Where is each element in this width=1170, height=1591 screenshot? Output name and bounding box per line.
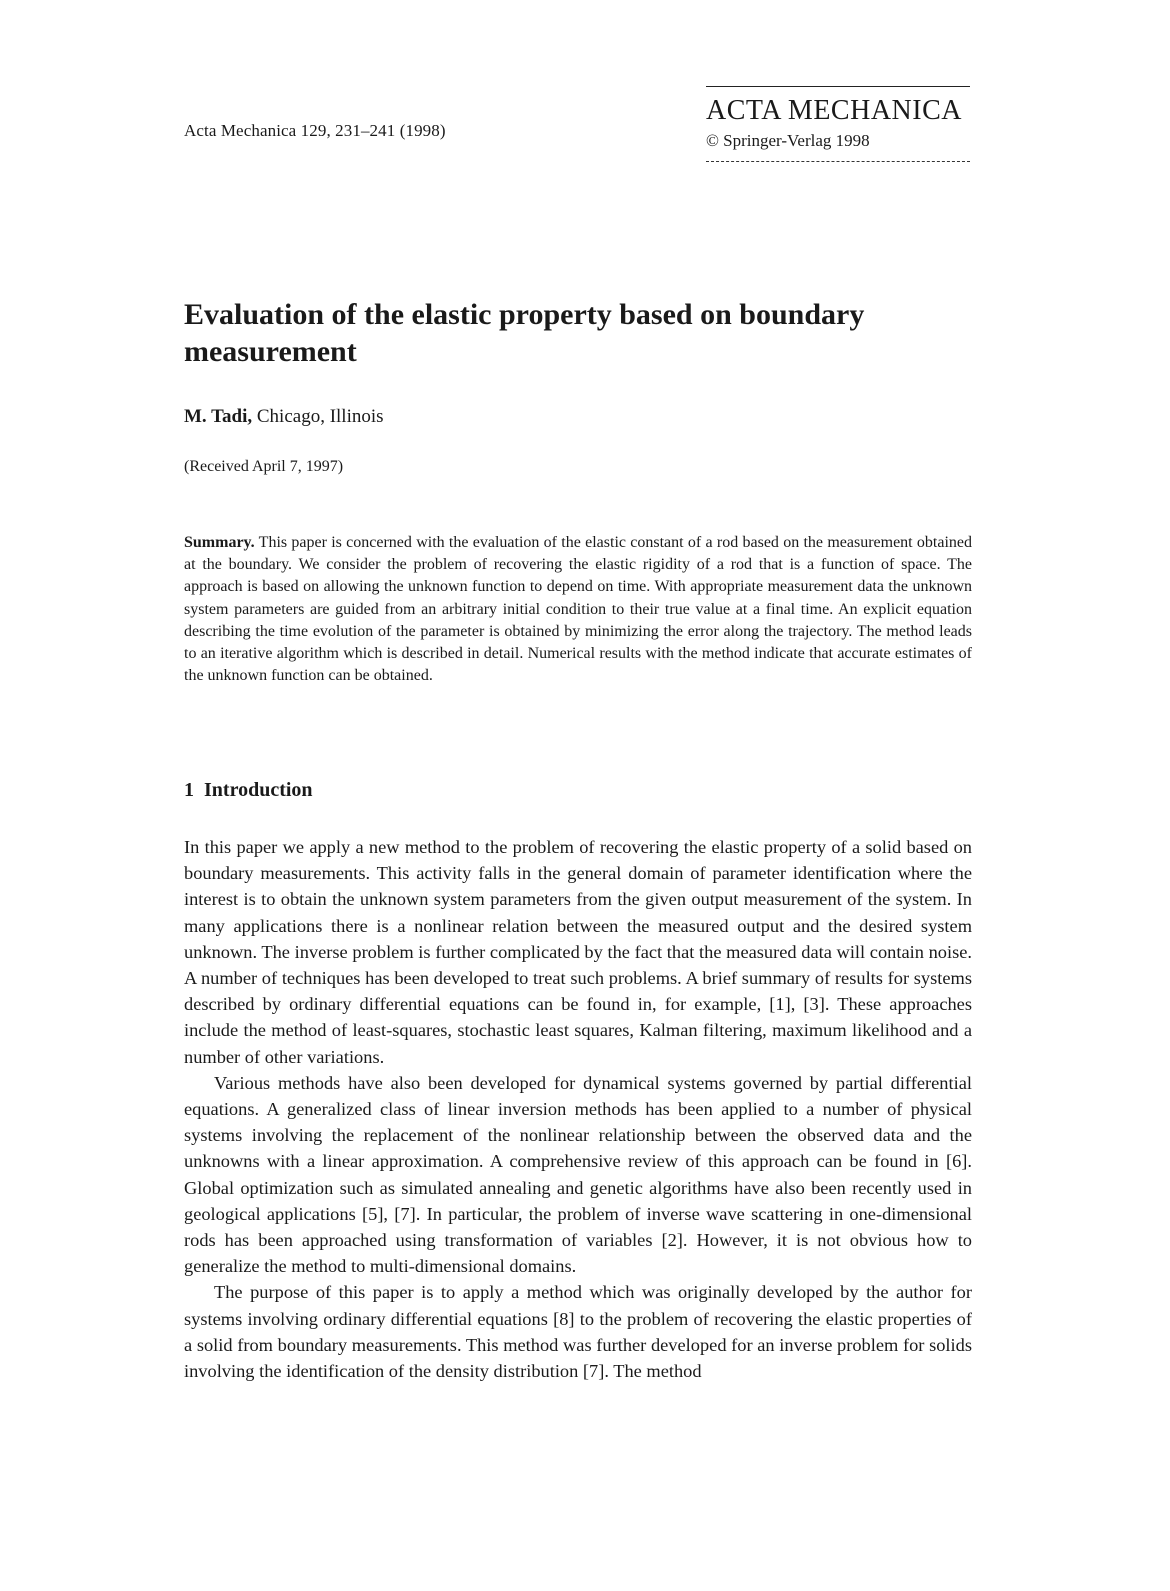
article-title: Evaluation of the elastic property based on boundary measurement	[184, 298, 865, 368]
body-paragraph: In this paper we apply a new method to the problem of recovering the elastic property of a solid based on boundary measurements. This activity falls in the general domain of parameter identification where the interest is to obtain the unknown system parameters from the given output measurement of the system. In many applications there is a nonlinear relation between the measured output and the desired system unknown. The inverse problem is further complicated by the fact that the measured data will contain noise. A number of techniques has been developed to treat such problems. A brief summary of results for systems described by ordinary differential equations can be found in, for example, [1], [3]. These approaches include the method of least-squares, stochastic least squares, Kalman filtering, maximum likelihood and a number of other variations.	[184, 837, 972, 1067]
body-paragraph: Various methods have also been developed for dynamical systems governed by partial differential equations. A generalized class of linear inversion methods has been applied to a number of physical systems involving the replacement of the nonlinear relationship between the observed data and the unknowns with a linear approximation. A comprehensive review of this approach can be found in [6]. Global optimization such as simulated annealing and genetic algorithms have also been recently used in geological applications [5], [7]. In particular, the problem of inverse wave scattering in one-dimensional rods has been approached using transformation of variables [2]. However, it is not obvious how to generalize the method to multi-dimensional domains.	[184, 1072, 972, 1277]
author-line	[184, 406, 384, 428]
summary-text: This paper is concerned with the evaluation of the elastic constant of a rod based on the measurement obtained at the boundary. We consider the problem of recovering the elastic rigidity of a rod that is a function of space. The approach is based on allowing the unknown function to depend on time. With appropriate measurement data the unknown system parameters are guided from an arbitrary initial condition to their true value at a final time. An explicit equation describing the time evolution of the parameter is obtained by minimizing the error along the trajectory. The method leads to an iterative algorithm which is described in detail. Numerical results with the method indicate that accurate estimates of the unknown function can be obtained.	[184, 534, 972, 685]
section-body	[184, 834, 972, 1384]
body-paragraph: The purpose of this paper is to apply a method which was originally developed by the author for systems involving ordinary differential equations [8] to the problem of recovering the elastic properties of a solid from boundary measurements. This method was further developed for an inverse problem for solids involving the identification of the density distribution [7]. The method	[184, 1282, 972, 1382]
masthead-bottom-rule	[706, 161, 970, 162]
section-heading	[184, 779, 313, 802]
author-name: M. Tadi,	[184, 406, 253, 427]
received-date: (Received April 7, 1997)	[184, 458, 344, 475]
summary-label: Summary.	[184, 534, 255, 551]
author-location: Chicago, Illinois	[256, 406, 384, 427]
section-title: Introduction	[204, 779, 313, 801]
masthead-title: ACTA MECHANICA	[706, 95, 962, 126]
masthead-top-rule	[706, 86, 970, 87]
journal-reference: Acta Mechanica 129, 231–241 (1998)	[184, 121, 446, 140]
journal-masthead	[706, 86, 970, 162]
masthead-copyright: © Springer-Verlag 1998	[706, 131, 870, 150]
summary	[184, 532, 972, 687]
section-number: 1	[184, 779, 194, 801]
